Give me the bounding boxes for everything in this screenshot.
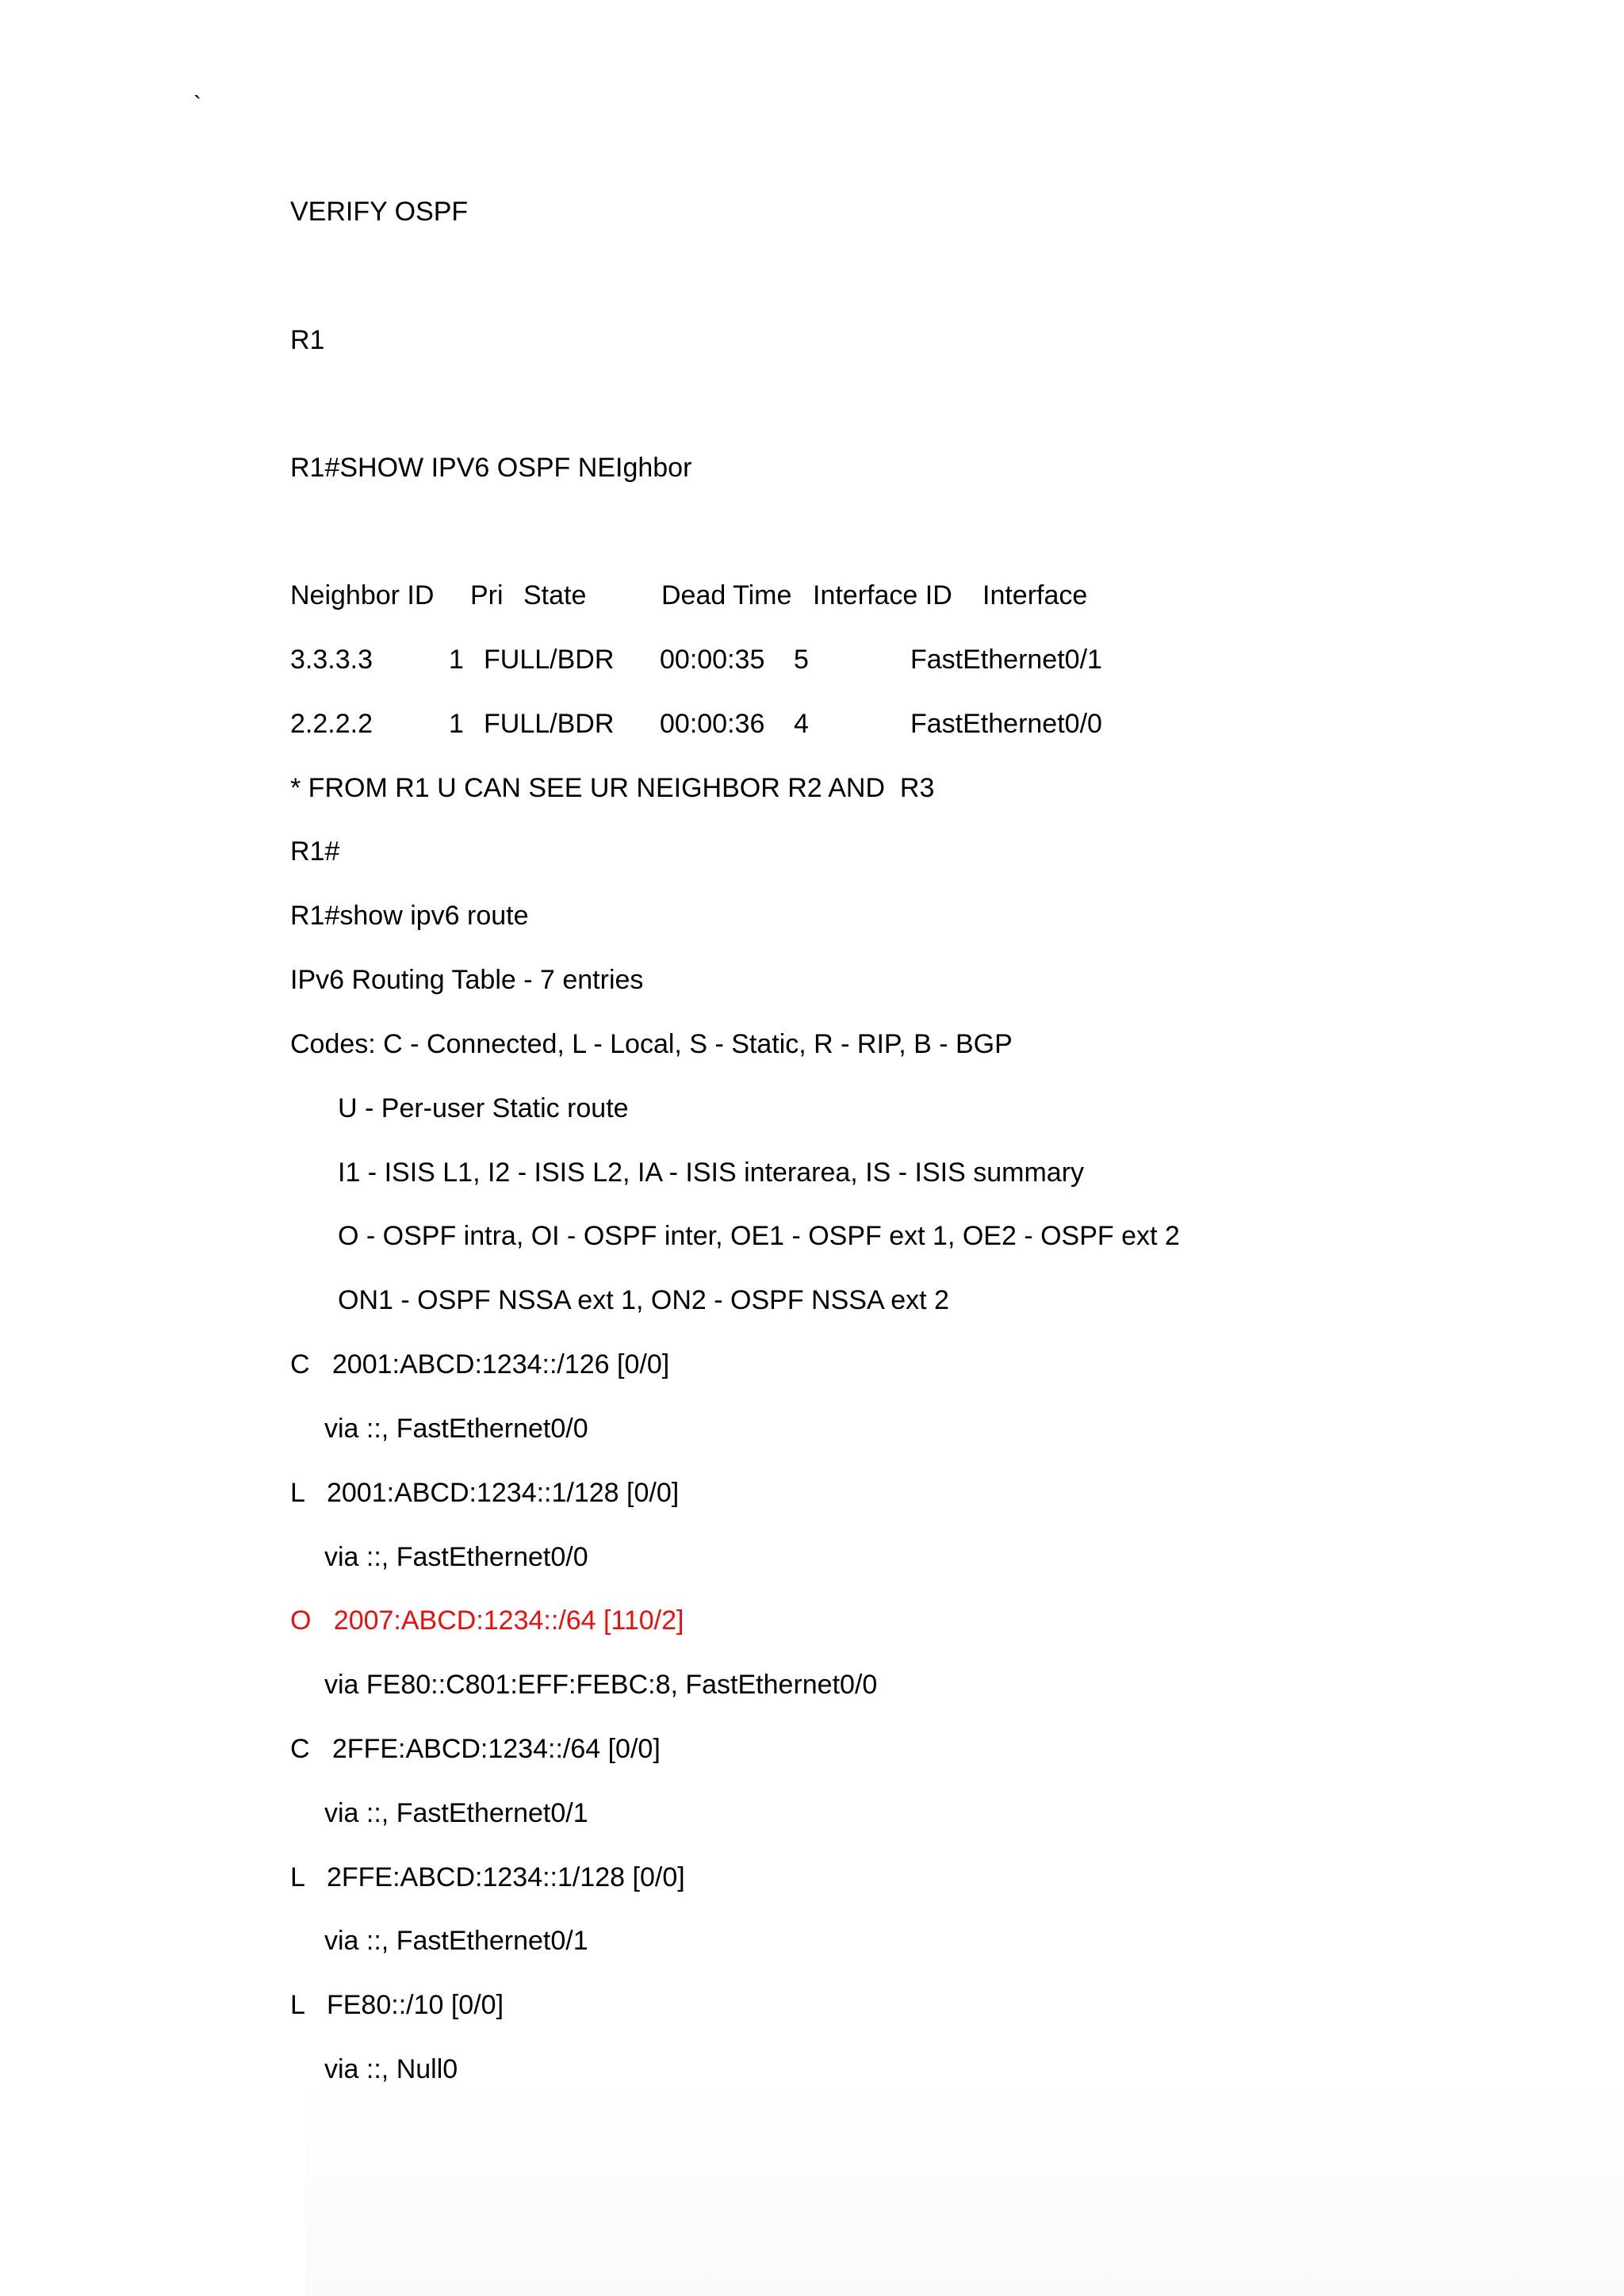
column-header: Dead Time [661,580,792,610]
codes-line: I1 - ISIS L1, I2 - ISIS L2, IA - ISIS interarea, IS - ISIS summary [338,1158,1085,1188]
table-cell: 3.3.3.3 [290,645,373,675]
table-cell: 1 [449,645,464,675]
neighbor-table-header [0,580,1624,611]
table-row [0,708,1624,740]
column-header: State [523,580,587,610]
column-header: Interface [982,580,1088,610]
column-header: Interface ID [813,580,952,610]
neighbor-note: * FROM R1 U CAN SEE UR NEIGHBOR R2 AND R3 [290,773,935,803]
table-cell: 1 [449,709,464,739]
route-entry: C 2FFE:ABCD:1234::/64 [0/0] [290,1734,661,1764]
route-via: via ::, FastEthernet0/0 [324,1414,588,1444]
route-via: via ::, FastEthernet0/1 [324,1926,588,1956]
table-cell: FULL/BDR [484,709,615,739]
heading: VERIFY OSPF [290,197,469,227]
table-cell: 00:00:35 [660,645,765,675]
route-via: via ::, FastEthernet0/0 [324,1542,588,1572]
column-header: Pri [470,580,504,610]
neighbor-command: R1#SHOW IPV6 OSPF NEIghbor [290,453,692,483]
route-via: via ::, Null0 [324,2054,458,2084]
codes-line: ON1 - OSPF NSSA ext 1, ON2 - OSPF NSSA ext 2 [338,1285,949,1315]
route-entry: C 2001:ABCD:1234::/126 [0/0] [290,1349,670,1380]
route-entry: L 2001:ABCD:1234::1/128 [0/0] [290,1478,680,1508]
table-cell: FULL/BDR [484,645,615,675]
codes-line: U - Per-user Static route [338,1093,629,1123]
table-row [0,644,1624,675]
prompt: R1# [290,836,340,867]
table-cell: FastEthernet0/0 [910,709,1102,739]
route-entry-highlighted: O 2007:ABCD:1234::/64 [110/2] [290,1605,684,1636]
codes-line: O - OSPF intra, OI - OSPF inter, OE1 - OSPF ext 1, OE2 - OSPF ext 2 [338,1221,1180,1251]
backtick-mark: ` [193,92,201,118]
router-label: R1 [290,325,325,355]
table-cell: 4 [794,709,809,739]
table-cell: 5 [794,645,809,675]
table-cell: 2.2.2.2 [290,709,373,739]
table-cell: FastEthernet0/1 [910,645,1102,675]
column-header: Neighbor ID [290,580,435,610]
route-entry: L FE80::/10 [0/0] [290,1990,504,2020]
page-shade [305,2069,1624,2296]
route-command: R1#show ipv6 route [290,901,529,931]
route-entry: L 2FFE:ABCD:1234::1/128 [0/0] [290,1862,685,1892]
route-via: via ::, FastEthernet0/1 [324,1798,588,1828]
routing-table-title: IPv6 Routing Table - 7 entries [290,965,644,995]
route-via: via FE80::C801:EFF:FEBC:8, FastEthernet0/0 [324,1670,878,1700]
codes-line: Codes: C - Connected, L - Local, S - Static, R - RIP, B - BGP [290,1029,1013,1059]
table-cell: 00:00:36 [660,709,765,739]
